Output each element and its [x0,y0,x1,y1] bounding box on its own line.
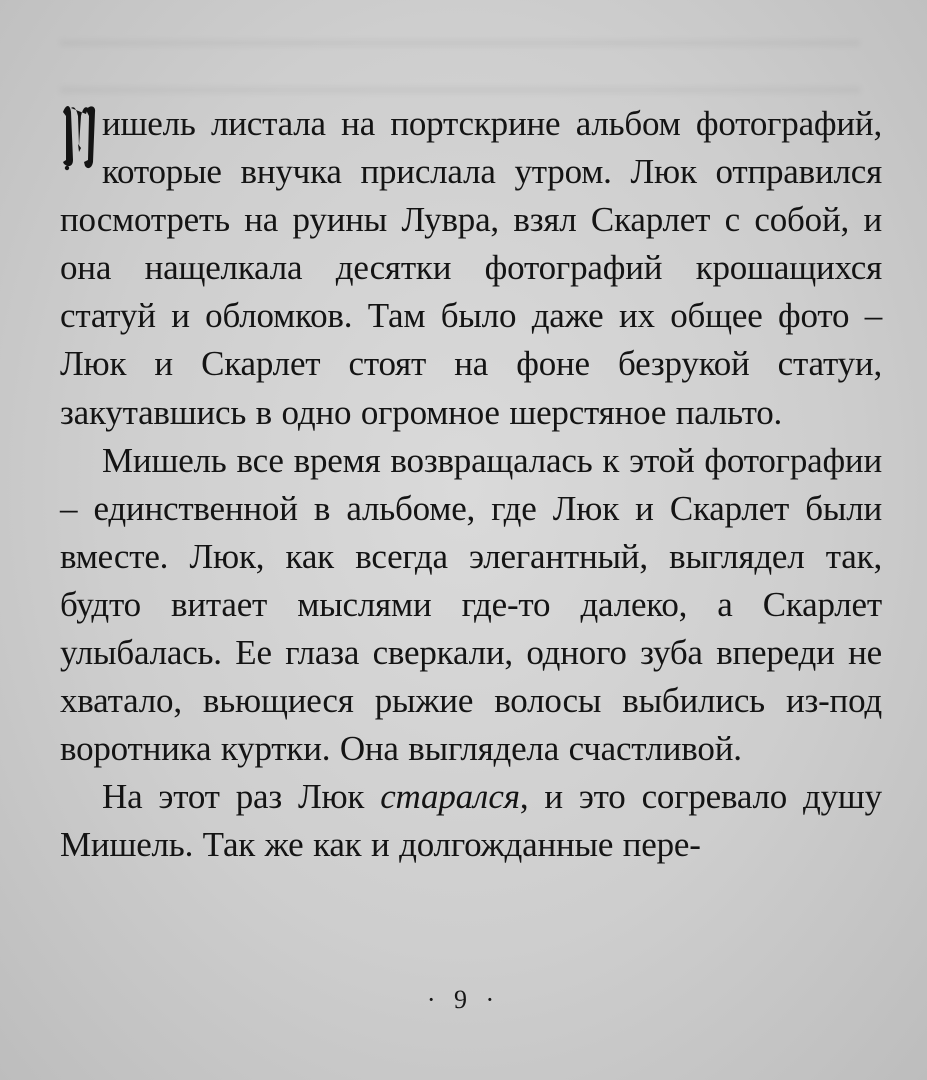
show-through-text [60,20,860,100]
ornamental-initial-icon [60,102,98,172]
paragraph-3 [60,773,882,869]
paragraph-2-text: Мишель все время возвращалась к этой фотографии – единственной в альбоме, где Люк и Скарлет были вместе. Люк, как всегда элегантный, выглядел так, будто витает мыслями где-то далеко, а Скарлет улыбалась. Ее глаза сверкали, одного зуба впереди не хватало, вьющиеся рыжие волосы выбились из-под воротника куртки. Она выглядела счастливой. [60,440,882,769]
drop-cap-text [60,172,61,173]
paragraph-3-text-after: , и это согревало душу Мишель. Так же как и долгожданные пере- [60,777,882,865]
drop-cap-letter [60,102,98,172]
page-number: · 9 · [426,985,501,1014]
paragraph-1 [60,100,882,437]
paragraph-2 [60,437,882,774]
paragraph-3-text-before: На этот раз Люк [102,777,381,817]
emphasis-word: старался [380,777,520,817]
body-text [60,100,882,870]
paragraph-1-text: ишель листала на портскрине альбом фотографий, которые внучка прислала утром. Люк отправился посмотреть на руины Лувра, взял Скарлет с собой, и она нащелкала десятки фотографий крошащихся статуй и обломков. Там было даже их общее фото – Люк и Скарлет стоят на фоне безрукой статуи, закутавшись в одно огромное шерстяное пальто. [60,104,882,432]
